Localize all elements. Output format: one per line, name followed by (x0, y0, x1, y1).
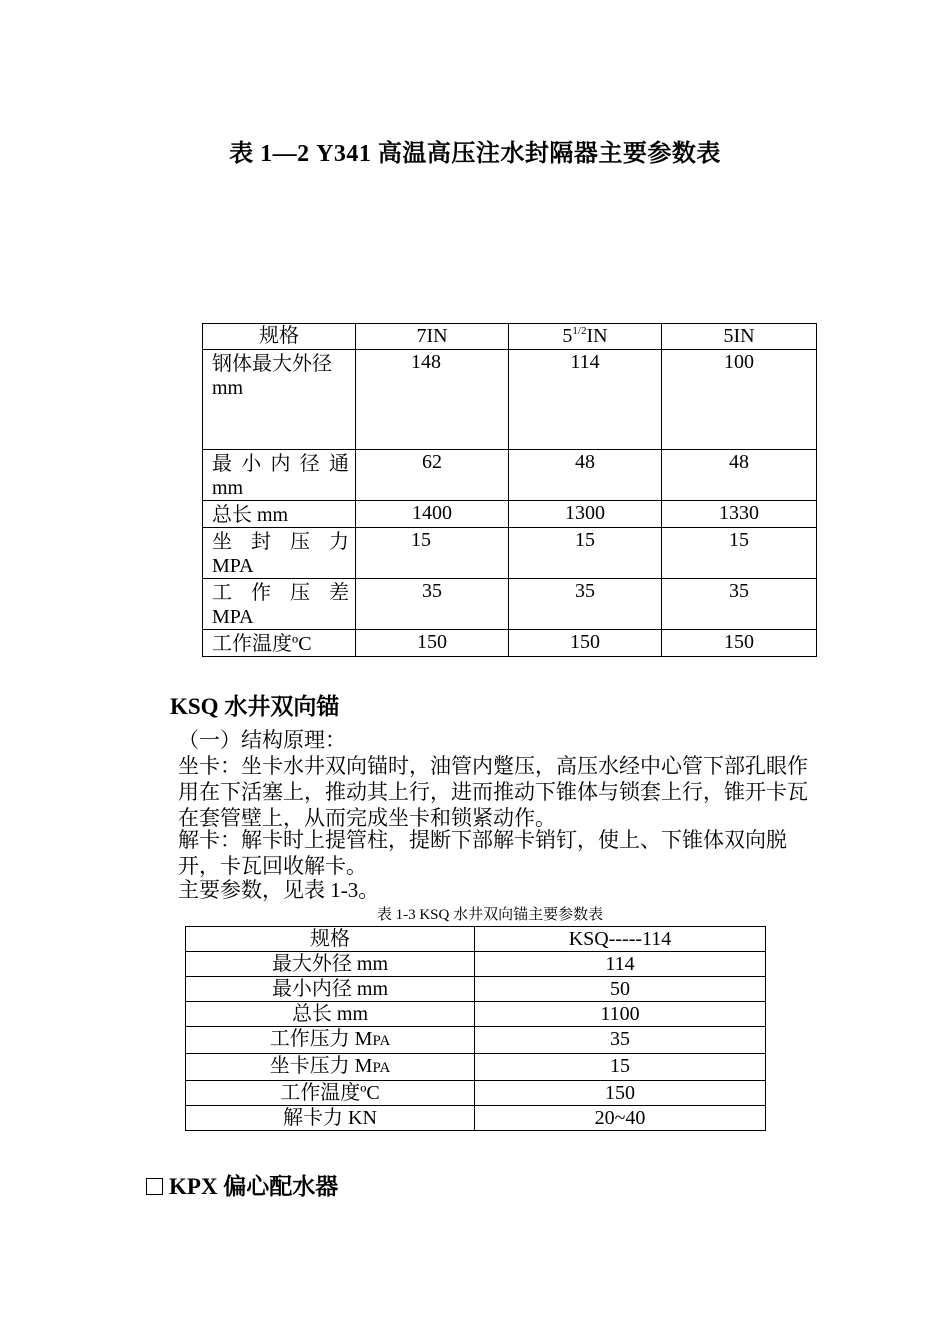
row-label: 总长 mm (186, 1002, 475, 1027)
table-cell: 150 (356, 630, 509, 657)
table-cell: 15 (356, 528, 509, 579)
table-cell: 15 (509, 528, 662, 579)
table-cell: 20~40 (475, 1106, 766, 1131)
section-heading: KSQ 水井双向锚 (170, 694, 340, 719)
table-cell: 62 (356, 450, 509, 501)
row-label: 解卡力 KN (186, 1106, 475, 1131)
table-cell: 35 (662, 579, 817, 630)
table-cell: 48 (662, 450, 817, 501)
page-title: 表 1—2 Y341 高温高压注水封隔器主要参数表 (229, 141, 721, 167)
row-label: 总长 mm (203, 501, 356, 528)
table-row (186, 1106, 766, 1131)
header-cell: 5IN (662, 324, 817, 350)
row-label: 工作压差 MPA (203, 579, 356, 630)
header-cell: 7IN (356, 324, 509, 350)
header-cell: 规格 (203, 324, 356, 350)
paragraph: 解卡：解卡时上提管柱，提断下部解卡销钉，使上、下锥体双向脱开，卡瓦回收解卡。 (178, 828, 787, 878)
table-row (186, 977, 766, 1002)
table-cell: 1300 (509, 501, 662, 528)
table-row (203, 450, 817, 501)
table-cell: 1330 (662, 501, 817, 528)
header-cell: KSQ-----114 (475, 927, 766, 952)
table-row (186, 952, 766, 977)
row-label: 钢体最大外径 mm (203, 350, 356, 450)
row-label: 最大外径 mm (186, 952, 475, 977)
table-cell: 15 (662, 528, 817, 579)
header-cell: 规格 (186, 927, 475, 952)
table-cell: 148 (356, 350, 509, 450)
table-cell: 1400 (356, 501, 509, 528)
table-caption: 表 1-3 KSQ 水井双向锚主要参数表 (376, 907, 604, 923)
row-label: 坐封压力 MPA (203, 528, 356, 579)
table-cell: 15 (475, 1054, 766, 1081)
table-header-row (203, 324, 817, 350)
row-label: 工作温度ºC (203, 630, 356, 657)
row-label: 最小内径 mm (186, 977, 475, 1002)
table-row (186, 1027, 766, 1054)
table-row (203, 350, 817, 450)
paragraph: 主要参数，见表 1-3。 (178, 878, 380, 902)
table-row (203, 630, 817, 657)
table-row (186, 1054, 766, 1081)
table-row (203, 579, 817, 630)
table-header-row (186, 927, 766, 952)
row-label: 坐卡压力 MPA (186, 1054, 475, 1081)
table-cell: 35 (475, 1027, 766, 1054)
row-label: 最小内径通 mm (203, 450, 356, 501)
table-row (203, 501, 817, 528)
table-cell: 150 (475, 1081, 766, 1106)
packer-params-table (202, 323, 817, 657)
table-cell: 114 (475, 952, 766, 977)
table-cell: 50 (475, 977, 766, 1002)
row-label: 工作温度ºC (186, 1081, 475, 1106)
table-row (186, 1002, 766, 1027)
table-row (186, 1081, 766, 1106)
table-cell: 48 (509, 450, 662, 501)
table-cell: 100 (662, 350, 817, 450)
paragraph: （一）结构原理： (178, 728, 346, 752)
checkbox-square-icon (146, 1178, 163, 1195)
table-cell: 114 (509, 350, 662, 450)
table-cell: 35 (509, 579, 662, 630)
table-cell: 150 (509, 630, 662, 657)
table-cell: 35 (356, 579, 509, 630)
next-section-heading: KPX 偏心配水器 (146, 1168, 338, 1201)
paragraph: 坐卡：坐卡水井双向锚时，油管内蹩压，高压水经中心管下部孔眼作用在下活塞上，推动其上行，进而推动下锥体与锁套上行，锥开卡瓦在套管壁上，从而完成坐卡和锁紧动作。 (178, 754, 808, 830)
anchor-params-table (185, 926, 766, 1131)
header-cell: $5^{1/2}IN$ (509, 324, 662, 350)
table-cell: 150 (662, 630, 817, 657)
row-label: 工作压力 MPA (186, 1027, 475, 1054)
table-cell: 1100 (475, 1002, 766, 1027)
table-row (203, 528, 817, 579)
